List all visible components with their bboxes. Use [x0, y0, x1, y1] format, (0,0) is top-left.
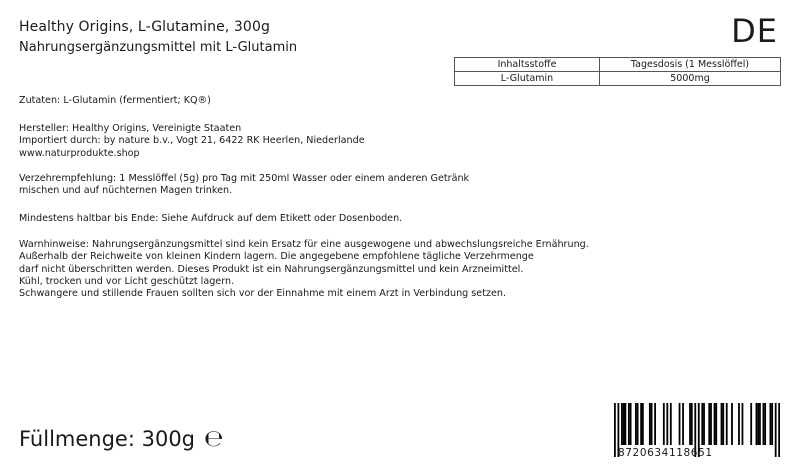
barcode-bar	[614, 403, 616, 457]
barcode-bar	[726, 403, 728, 445]
barcode-bar	[763, 403, 765, 445]
barcode-bar	[628, 403, 630, 445]
nutrition-table-header-row	[455, 58, 781, 72]
manufacturer-line: Hersteller: Healthy Origins, Vereinigte Staaten	[19, 123, 242, 134]
barcode-bar	[649, 403, 651, 445]
barcode-bar	[630, 403, 632, 445]
barcode-bar	[624, 403, 626, 445]
warning-line: darf nicht überschritten werden. Dieses Produkt ist ein Nahrungsergänzungsmittel und kein Arzneimittel.	[19, 263, 524, 275]
barcode-bar	[642, 403, 644, 445]
barcode-bar	[679, 403, 681, 445]
usage-line: mischen und auf nüchternen Magen trinken.	[19, 185, 233, 197]
manufacturer-block	[19, 123, 365, 160]
barcode-bar	[701, 403, 703, 445]
barcode-bar	[764, 403, 766, 445]
barcode-bar	[663, 403, 665, 445]
barcode-bar	[635, 403, 637, 445]
barcode-digits: 8720634118651	[618, 447, 713, 459]
barcode-bar	[691, 403, 693, 445]
barcode-bar	[756, 403, 758, 445]
barcode-bar	[771, 403, 773, 445]
barcode-bar	[731, 403, 733, 445]
barcode-bar	[742, 403, 744, 445]
barcode-bar	[759, 403, 761, 445]
warning-line: Kühl, trocken und vor Licht geschützt lagern.	[19, 275, 235, 287]
usage-line: Verzehrempfehlung: 1 Messlöffel (5g) pro Tag mit 250ml Wasser oder einem anderen Getränk	[19, 173, 470, 184]
fill-quantity	[19, 427, 224, 451]
nutrition-cell-amount: 5000mg	[600, 72, 781, 86]
barcode-bar	[682, 403, 684, 445]
barcode-bar	[623, 403, 625, 445]
barcode-bar	[670, 403, 672, 445]
barcode-bar	[710, 403, 712, 445]
nutrition-header-ingredient: Inhaltsstoffe	[455, 58, 600, 72]
barcode-bar	[715, 403, 717, 445]
nutrition-header-daily-dose: Tagesdosis (1 Messlöffel)	[600, 58, 781, 72]
barcode-bar	[640, 403, 642, 445]
warning-line: Warnhinweise: Nahrungsergänzungsmittel sind kein Ersatz für eine ausgewogene und abwechslungsreiche Ernährung.	[19, 239, 589, 250]
nutrition-cell-ingredient: L-Glutamin	[455, 72, 600, 86]
barcode-bar	[750, 403, 752, 445]
importer-line: Importiert durch: by nature b.v., Vogt 21, 6422 RK Heerlen, Niederlande	[19, 135, 365, 147]
ingredients-block	[19, 95, 211, 107]
ingredients-line: Zutaten: L-Glutamin (fermentiert; KQ®)	[19, 95, 211, 106]
fill-quantity-label: Füllmenge: 300g	[19, 427, 196, 451]
product-subtitle: Nahrungsergänzungsmittel mit L-Glutamin	[19, 40, 298, 55]
warnings-block	[19, 239, 589, 300]
barcode-bar	[654, 403, 656, 445]
estimated-sign-icon: ℮	[204, 425, 224, 452]
barcode-bar	[637, 403, 639, 445]
barcode-bar	[721, 403, 723, 445]
barcode-bar	[770, 403, 772, 445]
best-before-line: Mindestens haltbar bis Ende: Siehe Aufdruck auf dem Etikett oder Dosenboden.	[19, 213, 403, 224]
warning-line: Außerhalb der Reichweite von kleinen Kindern lagern. Die angegebene empfohlene tägliche Verzehrmenge	[19, 251, 534, 263]
barcode-bar	[757, 403, 759, 445]
language-code: DE	[731, 12, 778, 50]
website-line: www.naturprodukte.shop	[19, 147, 140, 159]
barcode-bar	[689, 403, 691, 445]
product-title: Healthy Origins, L-Glutamine, 300g	[19, 19, 270, 35]
barcode-bar	[738, 403, 740, 445]
barcode-bar	[775, 403, 777, 457]
nutrition-table	[454, 57, 781, 86]
barcode-bar	[708, 403, 710, 445]
barcode-bar	[722, 403, 724, 445]
table-row	[455, 72, 781, 86]
usage-block	[19, 173, 469, 198]
barcode-bar	[778, 403, 780, 457]
barcode-bar	[703, 403, 705, 445]
barcode-bar	[651, 403, 653, 445]
barcode-bar	[666, 403, 668, 445]
best-before-block	[19, 213, 402, 225]
barcode-bar	[714, 403, 716, 445]
warning-line: Schwangere und stillende Frauen sollten sich vor der Einnahme mit einem Arzt in Verbindung setzen.	[19, 288, 507, 300]
barcode-bar	[621, 403, 623, 445]
